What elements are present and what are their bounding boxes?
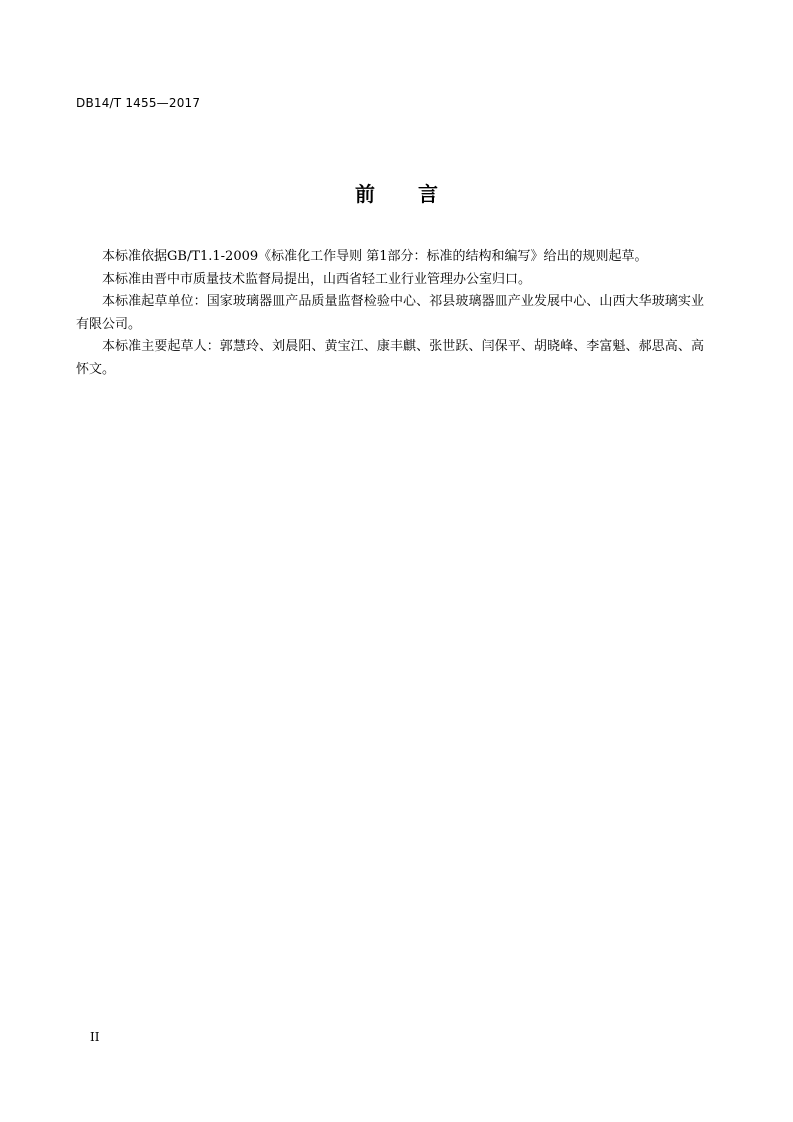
paragraph-drafters: 本标准主要起草人：郭慧玲、刘晨阳、黄宝江、康丰麒、张世跃、闫保平、胡晓峰、李富魁、郝思高、高怀文。 [76,339,704,377]
foreword-body [76,246,704,381]
paragraph-drafting-units: 本标准起草单位：国家玻璃器皿产品质量监督检验中心、祁县玻璃器皿产业发展中心、山西大华玻璃实业有限公司。 [76,294,704,332]
section-title: 前 言 [355,182,456,206]
standard-code: DB14/T 1455—2017 [76,96,201,110]
page-number: II [90,1030,100,1044]
paragraph-drafting-rules: 本标准依据GB/T1.1-2009《标准化工作导则 第1部分：标准的结构和编写》给出的规则起草。 [102,249,648,264]
paragraph-proposer: 本标准由晋中市质量技术监督局提出，山西省轻工业行业管理办公室归口。 [102,271,532,287]
